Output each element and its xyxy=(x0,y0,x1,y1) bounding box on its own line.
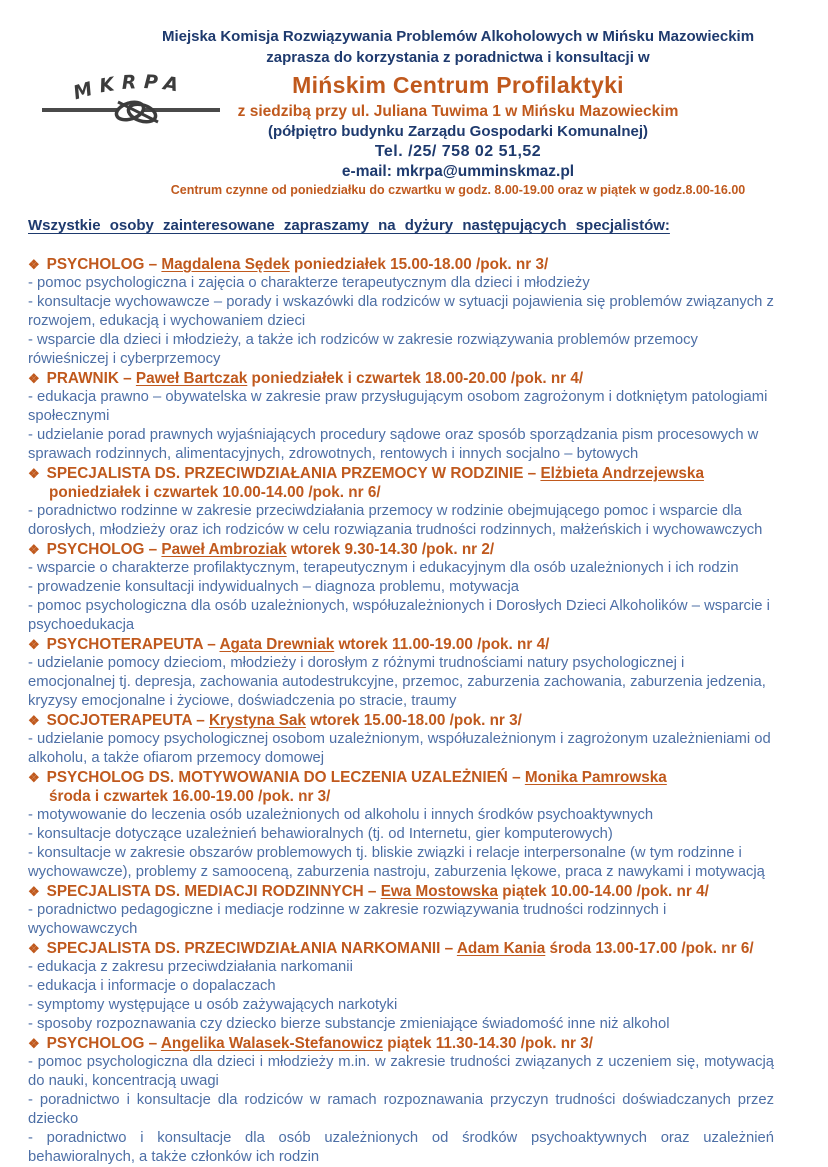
detail-line: - poradnictwo i konsultacje dla osób uzależnionych od środków psychoaktywnych oraz uzależnień behawioralnych, a także członków ich rodzin xyxy=(28,1130,774,1165)
specialist-section xyxy=(28,768,774,882)
specialist-schedule: wtorek 11.00-19.00 /pok. nr 4/ xyxy=(334,636,550,653)
specialist-details xyxy=(28,388,774,464)
specialists-list xyxy=(28,255,774,1167)
email-line: e-mail: mkrpa@umminskmaz.pl xyxy=(341,163,575,180)
specialist-heading xyxy=(28,255,774,274)
detail-line: - udzielanie pomocy psychologicznej osobom uzależnionym, współuzależnionym i zagrożonym uzależnieniami od alkoholu, a także ofiarom przemocy domowej xyxy=(28,731,771,766)
building-line: (półpiętro budynku Zarządu Gospodarki Komunalnej) xyxy=(267,123,649,140)
specialist-details xyxy=(28,654,774,711)
detail-line: - udzielanie pomocy dzieciom, młodzieży i dorosłym z różnymi trudnościami natury psychologicznej i emocjonalnej tj. depresja, zachowania autodestrukcyjne, przemoc, zaburzenia zachowania, zaburzenia jedzenia, kryzysy emocjonalne i życiowe, doświadczenia po stracie, traumy xyxy=(28,655,766,709)
detail-line: - pomoc psychologiczna i zajęcia o charakterze terapeutycznym dla dzieci i młodzieży xyxy=(28,275,590,291)
center-title: Mińskim Centrum Profilaktyki xyxy=(292,72,624,98)
specialist-section xyxy=(28,635,774,711)
specialist-details xyxy=(28,806,774,882)
specialist-heading xyxy=(28,635,774,654)
specialist-role: PRAWNIK – xyxy=(46,370,136,387)
specialist-section xyxy=(28,711,774,768)
org-name-line: Miejska Komisja Rozwiązywania Problemów Alkoholowych w Mińsku Mazowieckim xyxy=(161,28,755,45)
diamond-bullet-icon: ❖ xyxy=(28,770,40,785)
specialist-section xyxy=(28,255,774,369)
opening-hours-line: Centrum czynne od poniedziałku do czwartku w godz. 8.00-19.00 oraz w piątek w godz.8.00-16.00 xyxy=(170,183,746,197)
specialist-details xyxy=(28,502,774,540)
detail-line: - sposoby rozpoznawania czy dziecko bierze substancje zmieniające świadomość inne niż alkohol xyxy=(28,1016,670,1032)
address-line: z siedzibą przy ul. Juliana Tuwima 1 w Mińsku Mazowieckim xyxy=(237,103,679,120)
specialist-schedule: poniedziałek 15.00-18.00 /pok. nr 3/ xyxy=(289,256,549,273)
specialist-heading xyxy=(28,882,774,901)
specialist-details xyxy=(28,1053,774,1167)
specialist-name: Ewa Mostowska xyxy=(380,883,498,900)
diamond-bullet-icon: ❖ xyxy=(28,371,40,386)
detail-line: - edukacja i informacje o dopalaczach xyxy=(28,978,276,994)
specialist-name: Paweł Bartczak xyxy=(135,370,248,387)
specialist-heading xyxy=(28,768,774,787)
specialist-heading xyxy=(28,369,774,388)
detail-line: - poradnictwo rodzinne w zakresie przeciwdziałania przemocy w rodzinie obejmującego pomoc i wsparcie dla dorosłych, młodzieży oraz ich rodziców w celu rozwiązania trudności rodzinnych, małżeńskich i wychowawczych xyxy=(28,503,763,538)
specialist-name: Monika Pamrowska xyxy=(524,769,667,786)
specialist-section xyxy=(28,939,774,1034)
detail-line: - konsultacje wychowawcze – porady i wskazówki dla rodziców w sytuacji pojawienia się problemów związanych z rozwojem, edukacją i wychowaniem dzieci xyxy=(28,294,774,329)
detail-line: - wsparcie o charakterze profilaktycznym, terapeutycznym i edukacyjnym dla osób uzależnionych i ich rodzin xyxy=(28,560,739,576)
detail-line: - symptomy występujące u osób zażywających narkotyki xyxy=(28,997,398,1013)
invitation-line: zaprasza do korzystania z poradnictwa i konsultacji w xyxy=(266,49,650,66)
diamond-bullet-icon: ❖ xyxy=(28,713,40,728)
detail-line: - edukacja prawno – obywatelska w zakresie praw przysługującym osobom zagrożonym i dotkniętym patologiami społecznymi xyxy=(28,389,768,424)
specialist-role: PSYCHOLOG – xyxy=(46,541,162,558)
specialist-name: Angelika Walasek-Stefanowicz xyxy=(160,1035,383,1052)
detail-line: - motywowanie do leczenia osób uzależnionych od alkoholu i innych środków psychoaktywnych xyxy=(28,807,654,823)
specialist-role: SPECJALISTA DS. MEDIACJI RODZINNYCH – xyxy=(46,883,381,900)
specialist-schedule: środa 13.00-17.00 /pok. nr 6/ xyxy=(545,940,754,957)
specialist-section xyxy=(28,369,774,464)
diamond-bullet-icon: ❖ xyxy=(28,884,40,899)
diamond-bullet-icon: ❖ xyxy=(28,637,40,652)
specialist-details xyxy=(28,559,774,635)
specialist-schedule-line2: środa i czwartek 16.00-19.00 /pok. nr 3/ xyxy=(49,788,331,805)
specialist-name: Adam Kania xyxy=(456,940,546,957)
specialist-heading xyxy=(28,939,774,958)
diamond-bullet-icon: ❖ xyxy=(28,257,40,272)
specialist-details xyxy=(28,958,774,1034)
detail-line: - pomoc psychologiczna dla osób uzależnionych, współuzależnionych i Dorosłych Dzieci Alkoholików – wsparcie i psychoedukacja xyxy=(28,598,770,633)
specialist-role: PSYCHOLOG – xyxy=(46,256,162,273)
detail-line: - pomoc psychologiczna dla dzieci i młodzieży m.in. w zakresie trudności związanych z uczeniem się, motywacją do nauki, koncentracją uwagi xyxy=(28,1054,774,1089)
detail-line: - poradnictwo pedagogiczne i mediacje rodzinne w zakresie rozwiązywania trudności rodzinnych i wychowawczych xyxy=(28,902,667,937)
logo-text: MKRPA xyxy=(70,72,187,105)
detail-line: - konsultacje dotyczące uzależnień behawioralnych (tj. od Internetu, gier komputerowych) xyxy=(28,826,613,842)
detail-line: - konsultacje w zakresie obszarów problemowych tj. bliskie związki i relacje interpersonalne (w tym rodzinne i wychowawcze), problemy z samooceną, zaburzenia nastroju, zaburzenia lękowe, praca z nawykami i motywacją xyxy=(28,845,765,880)
specialist-section xyxy=(28,1034,774,1167)
phone-line: Tel. /25/ 758 02 51,52 xyxy=(374,143,542,160)
specialist-heading xyxy=(28,464,774,483)
detail-line: - wsparcie dla dzieci i młodzieży, a także ich rodziców w zakresie rozwiązywania problemów przemocy rówieśniczej i cyberprzemocy xyxy=(28,332,698,367)
specialist-role: PSYCHOLOG DS. MOTYWOWANIA DO LECZENIA UZALEŻNIEŃ – xyxy=(46,769,525,786)
specialist-role: PSYCHOLOG – xyxy=(46,1035,161,1052)
specialist-section xyxy=(28,540,774,635)
specialist-details xyxy=(28,274,774,369)
detail-line: - poradnictwo i konsultacje dla rodziców w ramach rozpoznawania przyczyn trudności doświadczanych przez dziecko xyxy=(28,1092,774,1127)
mkrpa-logo xyxy=(42,72,220,138)
diamond-bullet-icon: ❖ xyxy=(28,466,40,481)
specialist-schedule: piątek 11.30-14.30 /pok. nr 3/ xyxy=(383,1035,594,1052)
diamond-bullet-icon: ❖ xyxy=(28,941,40,956)
specialist-schedule: wtorek 9.30-14.30 /pok. nr 2/ xyxy=(286,541,495,558)
specialist-schedule: wtorek 15.00-18.00 /pok. nr 3/ xyxy=(305,712,522,729)
specialist-schedule-line2: poniedziałek i czwartek 10.00-14.00 /pok. nr 6/ xyxy=(49,484,381,501)
detail-line: - edukacja z zakresu przeciwdziałania narkomanii xyxy=(28,959,353,975)
specialist-role: SPECJALISTA DS. PRZECIWDZIAŁANIA NARKOMANII – xyxy=(46,940,457,957)
specialist-name: Paweł Ambroziak xyxy=(161,541,287,558)
detail-line: - prowadzenie konsultacji indywidualnych – diagnoza problemu, motywacja xyxy=(28,579,520,595)
specialist-name: Magdalena Sędek xyxy=(161,256,290,273)
specialist-name: Krystyna Sak xyxy=(209,712,306,729)
diamond-bullet-icon: ❖ xyxy=(28,1036,40,1051)
specialist-heading xyxy=(28,540,774,559)
specialist-details xyxy=(28,730,774,768)
specialist-section xyxy=(28,882,774,939)
specialist-details xyxy=(28,901,774,939)
specialist-name: Agata Drewniak xyxy=(219,636,335,653)
specialist-role: SOCJOTERAPEUTA – xyxy=(46,712,209,729)
specialist-schedule: poniedziałek i czwartek 18.00-20.00 /pok. nr 4/ xyxy=(247,370,584,387)
specialist-role: SPECJALISTA DS. PRZECIWDZIAŁANIA PRZEMOCY W RODZINIE – xyxy=(46,465,541,482)
diamond-bullet-icon: ❖ xyxy=(28,542,40,557)
specialist-section xyxy=(28,464,774,540)
specialist-name: Elżbieta Andrzejewska xyxy=(540,465,704,482)
specialist-schedule: piątek 10.00-14.00 /pok. nr 4/ xyxy=(498,883,709,900)
specialist-role: PSYCHOTERAPEUTA – xyxy=(46,636,220,653)
specialist-heading xyxy=(28,711,774,730)
specialist-heading xyxy=(28,1034,774,1053)
mkrpa-logo-graphic xyxy=(42,72,220,138)
detail-line: - udzielanie porad prawnych wyjaśniających procedury sądowe oraz sposób sporządzania pism procesowych w sprawach rodzinnych, alimentacyjnych, zdrowotnych, rentowych i innych socjalno – bytowych xyxy=(28,427,759,462)
intro-heading: Wszystkie osoby zainteresowane zapraszamy na dyżury następujących specjalistów: xyxy=(28,217,670,234)
